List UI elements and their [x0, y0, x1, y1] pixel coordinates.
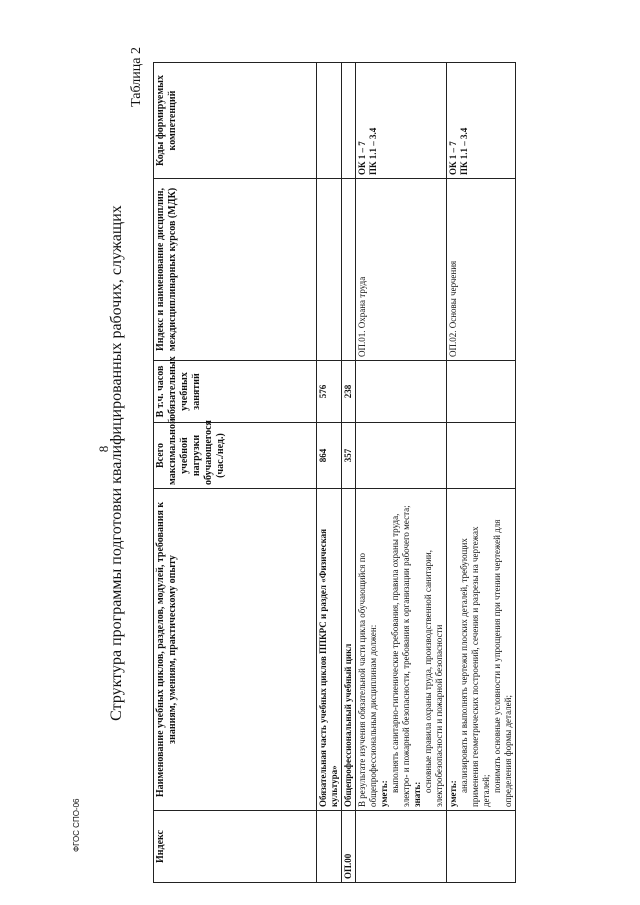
row4-comp-pk: ПК 1.1 – 3.4	[459, 127, 469, 175]
row2-max: 357	[342, 423, 356, 489]
table-header-row	[154, 63, 317, 883]
header-mandatory: В т.ч. часов обязательных учебных занятий	[154, 361, 317, 423]
table-label: Таблица 2	[129, 47, 144, 107]
row1-disc	[317, 179, 342, 361]
header-discipline: Индекс и наименование дисциплин, междисциплинарных курсов (МДК)	[154, 179, 317, 361]
row3-intro: В результате изучения обязательной части цикла обучающийся по общепрофессиональным дисциплинам должен:	[357, 552, 378, 807]
header-competencies: Коды формируемых компетенций	[154, 63, 317, 179]
row3-disc: ОП.01. Охрана труда	[356, 179, 447, 361]
rotated-sheet	[107, 43, 597, 883]
row2-comp	[342, 63, 356, 179]
row2-index: ОП.00	[342, 811, 356, 883]
page-number: 8	[96, 445, 111, 453]
row3-comp	[356, 63, 447, 179]
row3-umet-text: выполнять санитарно-гигиенические требования, правила охраны труда, электро- и пожарной безопасности, требования к организации рабочего места;	[390, 505, 411, 807]
row3-comp-pk: ПК 1.1 – 3.4	[368, 127, 378, 175]
row2-disc	[342, 179, 356, 361]
row4-requirements	[447, 489, 516, 811]
row1-mand: 576	[317, 361, 342, 423]
footer-code: ФГОС СПО-06	[72, 798, 81, 852]
row1-index	[317, 811, 342, 883]
row3-requirements	[356, 489, 447, 811]
row4-text1: анализировать и выполнять чертежи плоских деталей, требующих применения геометрических построений, сечения и разрезы на чертежах деталей;	[459, 526, 491, 807]
row3-znat-label: знать:	[412, 781, 422, 807]
row4-umet-label: уметь:	[448, 780, 458, 807]
header-name: Наименование учебных циклов, разделов, модулей, требования к знаниям, умениям, практическому опыту	[154, 489, 317, 811]
row2-mand: 238	[342, 361, 356, 423]
header-max-load: Всего максимальной учебной нагрузки обучающегося (час./нед.)	[154, 423, 317, 489]
table-row	[342, 63, 356, 883]
table-row	[447, 63, 516, 883]
row1-name: Обязательная часть учебных циклов ППКРС и раздел «Физическая культура»	[317, 489, 342, 811]
row3-znat-text: основные правила охраны труда, производственной санитарии, электробезопасности и пожарной безопасности	[423, 550, 444, 807]
header-index: Индекс	[154, 811, 317, 883]
row1-comp	[317, 63, 342, 179]
row4-comp-ok: ОК 1 – 7	[448, 141, 458, 175]
page-title: Структура программы подготовки квалифицированных рабочих, служащих	[108, 205, 125, 721]
row4-text2: понимать основные условности и упрощения при чтении чертежей для определения формы деталей;	[492, 519, 513, 807]
program-structure-table	[153, 62, 516, 883]
row4-disc: ОП.02. Основы черчения	[447, 179, 516, 361]
row3-comp-ok: ОК 1 – 7	[357, 141, 367, 175]
table-row	[356, 63, 447, 883]
row4-comp	[447, 63, 516, 179]
row3-umet-label: уметь:	[379, 780, 389, 807]
row2-name: Общепрофессиональный учебный цикл	[342, 489, 356, 811]
row1-max: 864	[317, 423, 342, 489]
table-row	[317, 63, 342, 883]
